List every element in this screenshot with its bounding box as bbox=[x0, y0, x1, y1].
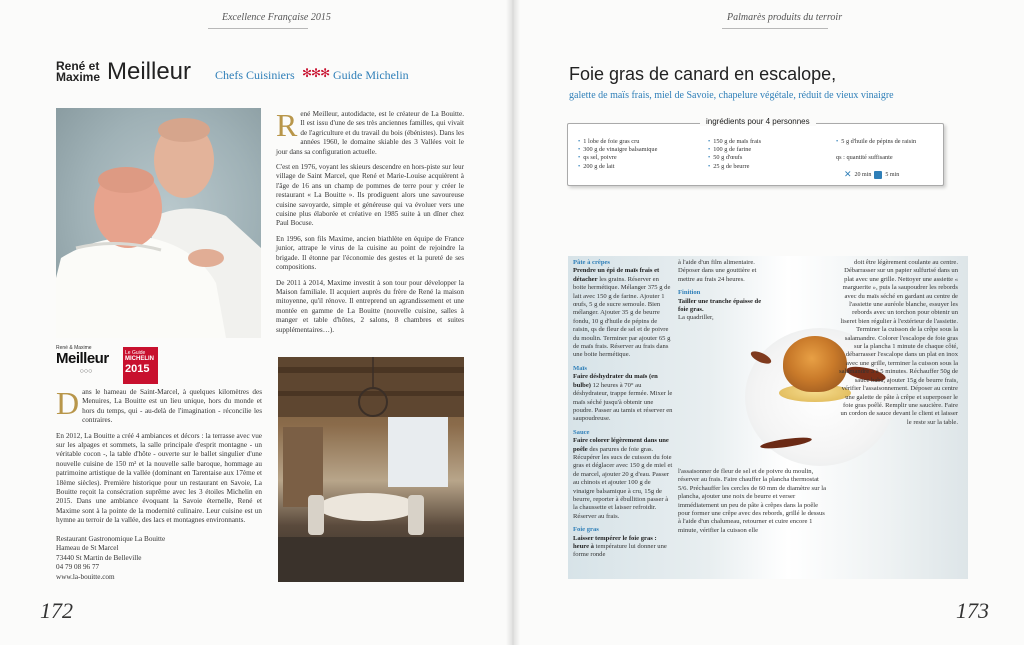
bullet-icon: • bbox=[836, 138, 839, 145]
step-heading-foie-gras: Foie gras bbox=[573, 526, 599, 534]
address-line: 73440 St Martin de Belleville bbox=[56, 553, 142, 562]
ingredient-item: • 50 g d'œufs bbox=[708, 154, 743, 162]
steps-column-2-top bbox=[678, 259, 770, 328]
guide-michelin-badge bbox=[123, 347, 158, 384]
steps-column-2-bottom bbox=[678, 468, 826, 540]
step-lead: Faire colorer légèrement dans une poêle bbox=[573, 437, 669, 453]
bullet-icon: • bbox=[578, 146, 581, 154]
recipe-steps-panel bbox=[568, 256, 968, 579]
ingredients-column-2 bbox=[708, 138, 761, 171]
address-line: Hameau de St Marcel bbox=[56, 544, 119, 553]
ingredient-item: qs : quantité suffisante bbox=[836, 154, 893, 162]
step-text: l'assaisonner de fleur de sel et de poivre du moulin, réserver au frais. Faire chauffer la plancha thermostat 5/6. Préchauffer les cercles de 60 mm de diamètre sur la plancha, ajouter une noix de beurre et verser immédiatement un peu de pâte à crêpes dans la poêle pour former une crêpe avec des rebords, grillé le dessus à l'aide d'un chalumeau, retourner et cuire encore 1 minute, vérifier la cuisson elle bbox=[678, 468, 826, 534]
step-text: 12 heures à 70° au déshydrateur, trappe fermée. Mixer le maïs séché jusqu'à obtenir une poudre. Passer au tamis et réserver en saupoudreuse. bbox=[573, 381, 673, 423]
step-text: température lui donner une forme ronde bbox=[573, 543, 667, 559]
paragraph: Dans le hameau de Saint-Marcel, à quelques kilomètres des Menuires, La Bouitte est un lieu unique, hors du monde et hors du temps, qui - au-delà de l'imagination - réconcilie les contraires. bbox=[56, 385, 262, 425]
steps-column-1 bbox=[573, 259, 673, 565]
left-head-rule bbox=[208, 28, 308, 29]
paragraph: En 2012, La Bouitte a créé 4 ambiances et décors : la terrasse avec vue sur les alpages et sommets, la salle principale d'esprit montagne - un véritable cocon -, la table d'hôte - ouverte sur le ballet singulier d'une nouvelle cuisine de 150 m² et la nouvelle salle baroque, hommage au patrimoine artistique de la vallée (dominant en Tarentaise aux 17ème et 18ème siècles). Première historique pour un restaurant en Savoie, La Bouitte reçoit la consécration suprême avec les 3 étoiles Michelin en 2015. Dans une ambiance évoquant la Savoie éternelle, René et Maxime sont à la pointe de la modernité culinaire. Leur cuisine est un hymne au terroir de la vallée, des lacs et montagnes environnants. bbox=[56, 431, 262, 525]
left-page-number: 172 bbox=[40, 598, 73, 623]
right-head-rule bbox=[722, 28, 828, 29]
step-text: à l'aide d'un film alimentaire. Déposer dans une gouttière et mettre au frais 24 heures. bbox=[678, 259, 757, 283]
chef-surname: Meilleur bbox=[107, 58, 192, 85]
recipe-title: Foie gras de canard en escalope, bbox=[569, 64, 837, 84]
bullet-icon: • bbox=[708, 154, 711, 162]
recipe-subtitle: galette de maïs frais, miel de Savoie, chapelure végétale, réduit de vieux vinaigre bbox=[569, 90, 894, 101]
right-running-head: Palmarès produits du terroir bbox=[727, 12, 843, 23]
michelin-stars-icon: ✻✻✻ bbox=[302, 66, 330, 80]
ingredient-item: • 300 g de vinaigre balsamique bbox=[578, 146, 658, 154]
chefs-label: Chefs Cuisiniers bbox=[215, 68, 295, 82]
ingredient-item: • 1 lobe de foie gras cru bbox=[578, 138, 640, 145]
prep-time: 20 min bbox=[854, 171, 872, 178]
address-website[interactable]: www.la-bouitte.com bbox=[56, 572, 115, 581]
badge-year: 2015 bbox=[125, 363, 150, 375]
bullet-icon: • bbox=[578, 154, 581, 162]
step-text: des parures de foie gras. Récupérer les sucs de cuisson du foie gras et déglacer avec 150 g de miel et de marcel, ajouter 20 g d'eau. Passer au chinois et ajouter 100 g de vinaigre balsamique à cru, 15g de beurre, reporter à ébullition passer à la chaussette et laisser refroidir. Réserver au frais. bbox=[573, 445, 673, 520]
logo-big-text: Meilleur bbox=[56, 350, 109, 367]
step-text: doit être légèrement coulante au centre. Débarrasser sur un papier sulfurisé dans un plat avec une grille. Nettoyer une assiette « marguerite », puis la saupoudrer les rebords avec du maïs séché en gardant au centre de l'assiette une auréole blanche, essuyer les rebords avec un torchon pour obtenir un liseret bien régulier à l'extérieur de l'assiette. Terminer la cuisson de la crêpe sous la salamandre. Colorer l'escalope de foie gras sur la plancha 1 minute de chaque côté, débarrasser l'escalope dans un plat en inox avec une grille, terminer la cuisson sous la salamandre 3 à 5 minutes. Réchauffer 50g de sauce baba, ajouter 15g de beurre frais, vérifier l'assaisonnement. Déposer au centre une galette de pâte à crêpe et superposer le foie gras poêlé. Remplir une saucière. Faire un cordon de sauce devant le client et laisser le reste sur la table. bbox=[839, 259, 958, 426]
logo-small-text: René & Maxime bbox=[56, 345, 92, 351]
bullet-icon: • bbox=[708, 138, 711, 145]
guide-michelin-label: Guide Michelin bbox=[333, 68, 409, 82]
drop-cap: R bbox=[276, 107, 298, 143]
step-heading-mais: Maïs bbox=[573, 364, 587, 372]
drop-cap: D bbox=[56, 385, 80, 421]
address-phone: 04 79 08 96 77 bbox=[56, 563, 100, 572]
calendar-icon bbox=[874, 171, 882, 179]
bullet-icon: • bbox=[578, 162, 581, 170]
bullet-icon: • bbox=[578, 138, 581, 145]
right-page-number: 173 bbox=[956, 598, 989, 623]
badge-line2: MICHELIN bbox=[125, 356, 154, 362]
badge-line1: Le Guide bbox=[125, 350, 146, 356]
left-page-left-column bbox=[56, 385, 262, 532]
paragraph: René Meilleur, autodidacte, est le créateur de La Bouitte. Il est issu d'une de ses très anciennes familles, qui vivait de l'agriculture et du travail du bois (ébénistes). Dans les années 1960, le domaine skiable des 3 Vallées voit le jour dans sa configuration actuelle. bbox=[276, 107, 464, 156]
chefs-portrait-photo bbox=[56, 108, 261, 338]
address-line: Restaurant Gastronomique La Bouitte bbox=[56, 535, 166, 543]
step-lead: Prendre un épi de maïs frais et détacher bbox=[573, 267, 660, 283]
ingredient-item: • 200 g de lait bbox=[578, 162, 615, 170]
book-gutter bbox=[506, 0, 520, 645]
time-indicators bbox=[844, 169, 899, 180]
logo-dots: ○○○ bbox=[79, 367, 93, 375]
cutlery-icon: ✕ bbox=[844, 169, 852, 179]
step-text: les grains. Réserver en boite hermétique. Mélanger 375 g de lait avec 150 g de farine. Ajouter 1 œufs, 5 g de sucre semoule. Bien mélanger. Ajouter 35 g de beurre fondu, 10 g d'huile de pépins de raisin, qs de fleur de sel et de poivre du moulin. Terminer par ajouter 65 g de maïs frais. Réserver au frais dans une boite hermétique. bbox=[573, 275, 671, 359]
ingredients-column-1 bbox=[578, 138, 657, 171]
paragraph: En 1996, son fils Maxime, ancien biathlète en équipe de France junior, attrape le virus de la cuisine au point de rejoindre la brigade. Il étonne par l'économie des gestes et la pureté de ses compositions. bbox=[276, 234, 464, 272]
ingredients-box bbox=[567, 123, 944, 186]
chef-first-names: René et Maxime bbox=[56, 59, 101, 84]
step-heading-finition: Finition bbox=[678, 289, 701, 297]
paragraph: De 2011 à 2014, Maxime investit à son tour pour développer la Maison familiale. Il acquiert auprès du frère de René la maison mitoyenne, qu'il rénove. Il entreprend un agrandissement et une montée en gamme de La Bouitte (nouvelle cuisine, salles à manger et table d'hôtes, 2 salons, 8 chambres et suites supplémentaires…). bbox=[276, 278, 464, 334]
step-heading-sauce: Sauce bbox=[573, 428, 590, 436]
left-running-head: Excellence Française 2015 bbox=[222, 12, 331, 23]
cook-time: 5 min bbox=[885, 171, 900, 178]
ingredients-heading: ingrédients pour 4 personnes bbox=[700, 117, 816, 126]
ingredient-item: • qs sel, poivre bbox=[578, 154, 617, 162]
steps-column-3 bbox=[836, 259, 958, 432]
ingredients-column-3 bbox=[836, 138, 916, 162]
step-heading-crepes: Pâte à crêpes bbox=[573, 259, 610, 266]
paragraph: C'est en 1976, voyant les skieurs descendre en hors-piste sur leur village de Saint Marcel, que René et Marie-Louise acquièrent à l'âge de 16 ans un champ de pommes de terre pour y créer le restaurant « La Bouitte ». Ils prodiguent alors une savoureuse cuisine savoyarde, simple et généreuse qui va évoluer vers une cuisine plus élaborée et créative en 1985 suite à un dîner chez Paul Bocuse. bbox=[276, 163, 464, 228]
restaurant-interior-photo bbox=[278, 357, 464, 582]
ingredient-item: • 100 g de farine bbox=[708, 146, 752, 154]
ingredient-item: • 5 g d'huile de pépins de raisin bbox=[836, 138, 917, 145]
meilleur-logo bbox=[56, 345, 116, 375]
step-text: La quadriller, bbox=[678, 314, 714, 322]
ingredient-item: • 150 g de maïs frais bbox=[708, 138, 762, 145]
bullet-icon: • bbox=[708, 162, 711, 170]
ingredient-item: • 25 g de beurre bbox=[708, 162, 750, 170]
restaurant-address bbox=[56, 535, 165, 582]
bullet-icon: • bbox=[708, 146, 711, 154]
step-lead: Faire déshydrater du maïs (en bulbe) bbox=[573, 373, 658, 389]
step-lead: Tailler une tranche épaisse de foie gras. bbox=[678, 297, 762, 314]
step-lead: Laisser tempérer le foie gras : heure à bbox=[573, 534, 657, 550]
left-page-right-column bbox=[276, 107, 464, 341]
